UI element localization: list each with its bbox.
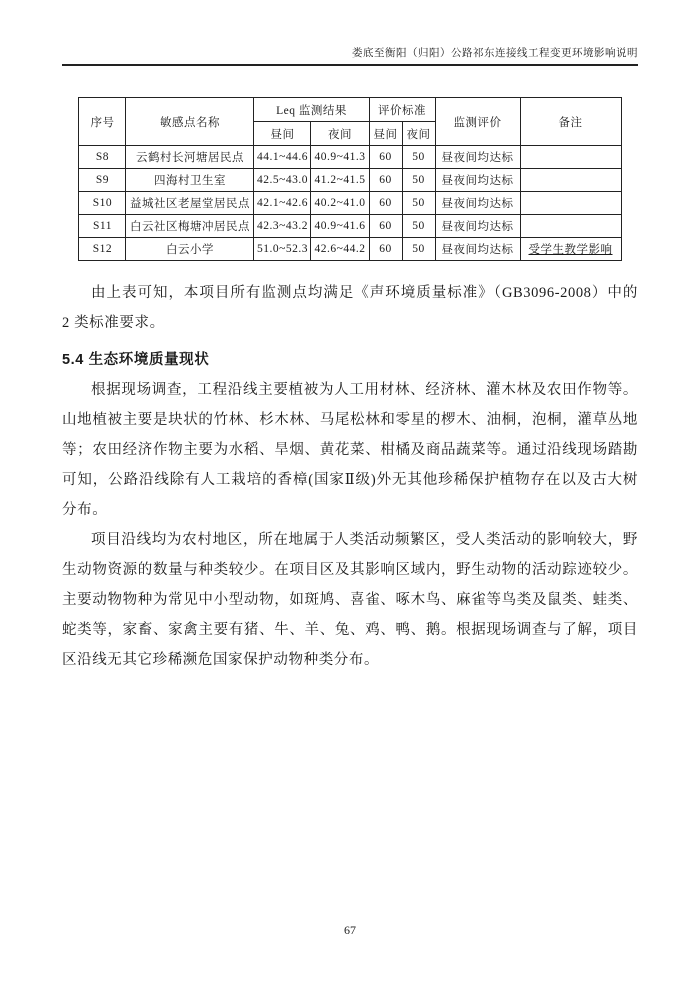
col-header-leq-night: 夜间 — [311, 122, 369, 146]
cell-std-day: 60 — [369, 215, 402, 238]
page-header — [62, 0, 638, 66]
cell-id: S11 — [79, 215, 126, 238]
cell-remark — [520, 146, 621, 169]
col-header-remark: 备注 — [520, 98, 621, 146]
cell-std-night: 50 — [402, 215, 435, 238]
table-row — [79, 146, 621, 169]
col-header-leq: Leq 监测结果 — [254, 98, 369, 122]
cell-name: 四海村卫生室 — [126, 169, 254, 192]
table-row — [79, 169, 621, 192]
table-row — [79, 238, 621, 261]
col-header-leq-day: 昼间 — [254, 122, 311, 146]
header-title: 娄底至衡阳（归阳）公路祁东连接线工程变更环境影响说明 — [352, 48, 638, 59]
cell-remark — [520, 215, 621, 238]
cell-id: S12 — [79, 238, 126, 261]
cell-eval: 昼夜间均达标 — [435, 192, 520, 215]
cell-leq-night: 41.2~41.5 — [311, 169, 369, 192]
noise-monitoring-table — [78, 97, 621, 261]
page-number: 67 — [344, 923, 356, 937]
paragraph-wildlife-status: 项目沿线均为农村地区，所在地属于人类活动频繁区，受人类活动的影响较大，野生动物资源的数量与种类较少。在项目区及其影响区域内，野生动物的活动踪迹较少。主要动物物种为常见中小型动物，如斑鸠、喜雀、啄木鸟、麻雀等鸟类及鼠类、蛙类、蛇类等，家畜、家禽主要有猪、牛、羊、兔、鸡、鸭、鹅。根据现场调查与了解，项目区沿线无其它珍稀濒危国家保护动物种类分布。 — [62, 532, 638, 668]
col-header-name: 敏感点名称 — [126, 98, 254, 146]
paragraph-noise-conclusion: 由上表可知，本项目所有监测点均满足《声环境质量标准》（GB3096-2008）中的 2 类标准要求。 — [62, 285, 638, 331]
cell-leq-night: 40.9~41.6 — [311, 215, 369, 238]
cell-std-day: 60 — [369, 192, 402, 215]
cell-leq-night: 40.2~41.0 — [311, 192, 369, 215]
cell-std-night: 50 — [402, 169, 435, 192]
cell-name: 益城社区老屋堂居民点 — [126, 192, 254, 215]
section-heading-5-4: 5.4 生态环境质量现状 — [62, 352, 210, 368]
cell-leq-day: 42.5~43.0 — [254, 169, 311, 192]
remark-underlined-text: 受学生教学影响 — [528, 244, 613, 256]
cell-leq-night: 42.6~44.2 — [311, 238, 369, 261]
cell-std-day: 60 — [369, 169, 402, 192]
cell-leq-day: 51.0~52.3 — [254, 238, 311, 261]
cell-std-day: 60 — [369, 146, 402, 169]
cell-leq-day: 44.1~44.6 — [254, 146, 311, 169]
cell-std-night: 50 — [402, 146, 435, 169]
cell-remark — [520, 169, 621, 192]
table-header — [79, 98, 621, 146]
header-rule — [62, 45, 638, 66]
cell-leq-day: 42.3~43.2 — [254, 215, 311, 238]
cell-name: 白云小学 — [126, 238, 254, 261]
col-header-eval: 监测评价 — [435, 98, 520, 146]
page-footer — [0, 923, 700, 938]
paragraph-vegetation-status: 根据现场调查，工程沿线主要植被为人工用材林、经济林、灌木林及农田作物等。山地植被主要是块状的竹林、杉木林、马尾松林和零星的椤木、油桐，泡桐，灌草丛地等；农田经济作物主要为水稻、旱烟、黄花菜、柑橘及商品蔬菜等。通过沿线现场踏勘可知，公路沿线除有人工栽培的香樟(国家Ⅱ级)外无其他珍稀保护植物存在以及古大树分布。 — [62, 382, 638, 518]
cell-name: 云鹤村长河塘居民点 — [126, 146, 254, 169]
table-row — [79, 192, 621, 215]
col-header-std-night: 夜间 — [402, 122, 435, 146]
cell-id: S10 — [79, 192, 126, 215]
cell-remark — [520, 192, 621, 215]
col-header-standard: 评价标准 — [369, 98, 435, 122]
cell-leq-night: 40.9~41.3 — [311, 146, 369, 169]
cell-id: S8 — [79, 146, 126, 169]
cell-remark — [520, 238, 621, 261]
cell-eval: 昼夜间均达标 — [435, 238, 520, 261]
cell-std-day: 60 — [369, 238, 402, 261]
col-header-index: 序号 — [79, 98, 126, 146]
cell-eval: 昼夜间均达标 — [435, 169, 520, 192]
cell-eval: 昼夜间均达标 — [435, 146, 520, 169]
cell-id: S9 — [79, 169, 126, 192]
cell-eval: 昼夜间均达标 — [435, 215, 520, 238]
cell-std-night: 50 — [402, 192, 435, 215]
cell-name: 白云社区梅塘冲居民点 — [126, 215, 254, 238]
cell-std-night: 50 — [402, 238, 435, 261]
cell-leq-day: 42.1~42.6 — [254, 192, 311, 215]
table-header-row-1 — [79, 98, 621, 122]
col-header-std-day: 昼间 — [369, 122, 402, 146]
table-row — [79, 215, 621, 238]
